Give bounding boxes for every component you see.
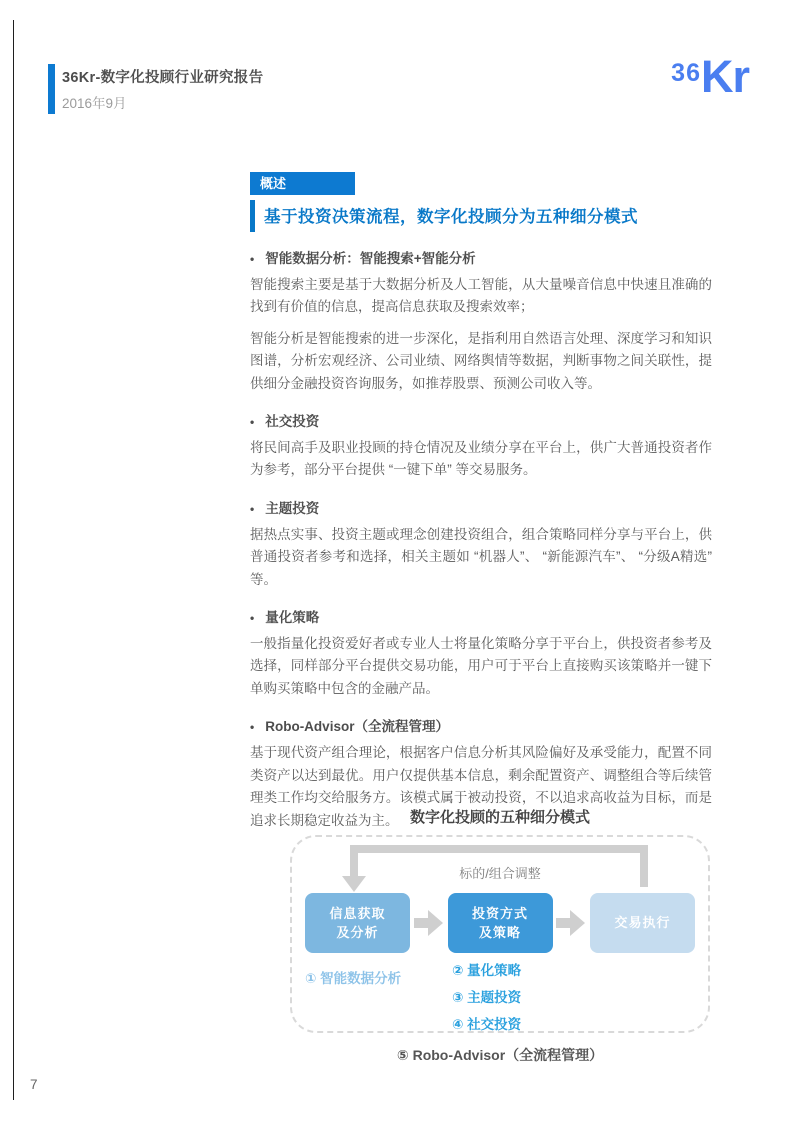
bullet-icon: •	[250, 501, 255, 516]
diagram-title: 数字化投顾的五种细分模式	[409, 809, 590, 826]
diagram-frame	[290, 835, 710, 1033]
flow-node-info-acquisition	[305, 893, 410, 953]
diagram-note-2: ② 量化策略	[452, 963, 522, 978]
body-paragraph: 智能分析是智能搜索的进一步深化，是指利用自然语言处理、深度学习和知识图谱，分析宏观经济、公司业绩、网络舆情等数据，判断事物之间关联性，提供细分金融投资咨询服务，如推荐股票、预测公司收入等。	[250, 330, 712, 391]
section-title: Robo-Advisor（全流程管理）	[265, 719, 449, 735]
content-column	[250, 172, 712, 841]
diagram-note-3: ③ 主题投资	[452, 990, 522, 1005]
section-heading	[250, 715, 712, 735]
section-title: 主题投资	[265, 500, 320, 516]
diagram-note-4: ④ 社交投资	[452, 1017, 522, 1032]
body-paragraph: 基于现代资产组合理论，根据客户信息分析其风险偏好及承受能力，配置不同类资产以达到最优。用户仅提供基本信息，剩余配置资产、调整组合等后续管理类工作均交给服务方。该模式属于被动投资，不以追求高收益为目标，而是追求长期稳定收益为主。	[250, 745, 712, 828]
diagram-note-1: ① 智能数据分析	[305, 971, 402, 986]
page-number: 7	[30, 1077, 38, 1092]
section-smart-data-analysis	[250, 247, 712, 395]
section-heading	[250, 606, 712, 626]
node-label-line: 投资方式	[471, 905, 528, 921]
diagram-notes-middle	[452, 957, 521, 1038]
report-title: 36Kr-数字化投顾行业研究报告	[62, 70, 264, 86]
section-theme-investing	[250, 497, 712, 591]
section-heading	[250, 497, 712, 517]
bullet-icon: •	[250, 252, 255, 266]
bullet-icon: •	[250, 611, 255, 626]
36kr-logo	[671, 51, 749, 102]
node-label-line: 信息获取	[329, 905, 386, 921]
report-date: 2016年9月	[62, 96, 127, 111]
node-label-line: 及策略	[478, 925, 521, 940]
header-accent-bar	[48, 64, 55, 114]
flow-row	[305, 893, 695, 953]
flow-diagram	[250, 806, 712, 1065]
node-label-line: 交易执行	[614, 915, 671, 931]
section-heading	[250, 410, 712, 430]
logo-36-text: 36	[671, 59, 701, 87]
body-paragraph: 将民间高手及职业投顾的持仓情况及业绩分享在平台上，供广大普通投资者作为参考，部分平台提供 “一键下单” 等交易服务。	[250, 440, 712, 478]
bullet-icon: •	[250, 415, 255, 430]
overview-label: 概述	[250, 172, 355, 195]
section-title: 智能数据分析：智能搜索+智能分析	[265, 251, 476, 266]
right-arrow-icon	[413, 907, 445, 939]
section-title: 量化策略	[265, 610, 320, 626]
feedback-label: 标的/组合调整	[459, 866, 541, 881]
body-paragraph: 智能搜索主要是基于大数据分析及人工智能，从大量噪音信息中快速且准确的找到有价值的信息，提高信息获取及搜索效率；	[250, 277, 712, 315]
right-arrow-icon	[555, 907, 587, 939]
section-quant-strategy	[250, 606, 712, 700]
bullet-icon: •	[250, 720, 255, 735]
logo-kr-text: Kr	[700, 51, 749, 102]
feedback-arrow-horizontal	[350, 845, 648, 853]
left-margin-rule	[13, 20, 14, 1100]
body-paragraph: 一般指量化投资爱好者或专业人士将量化策略分享于平台上，供投资者参考及选择，同样部分平台提供交易功能，用户可于平台上直接购买该策略并一键下单购买策略中包含的金融产品。	[250, 636, 712, 696]
page-title: 基于投资决策流程，数字化投顾分为五种细分模式	[250, 200, 712, 232]
node-label-line: 及分析	[336, 925, 379, 940]
flow-node-trade-execution	[590, 893, 695, 953]
section-social-investing	[250, 410, 712, 482]
flow-node-investment-method	[448, 893, 553, 953]
section-heading	[250, 247, 712, 267]
body-paragraph: 据热点实事、投资主题或理念创建投资组合，组合策略同样分享与平台上，供普通投资者参考和选择，相关主题如 “机器人”、 “新能源汽车”、 “分级A精选” 等。	[250, 526, 712, 587]
section-title: 社交投资	[265, 414, 320, 430]
diagram-note-5: ⑤ Robo-Advisor（全流程管理）	[396, 1047, 604, 1063]
